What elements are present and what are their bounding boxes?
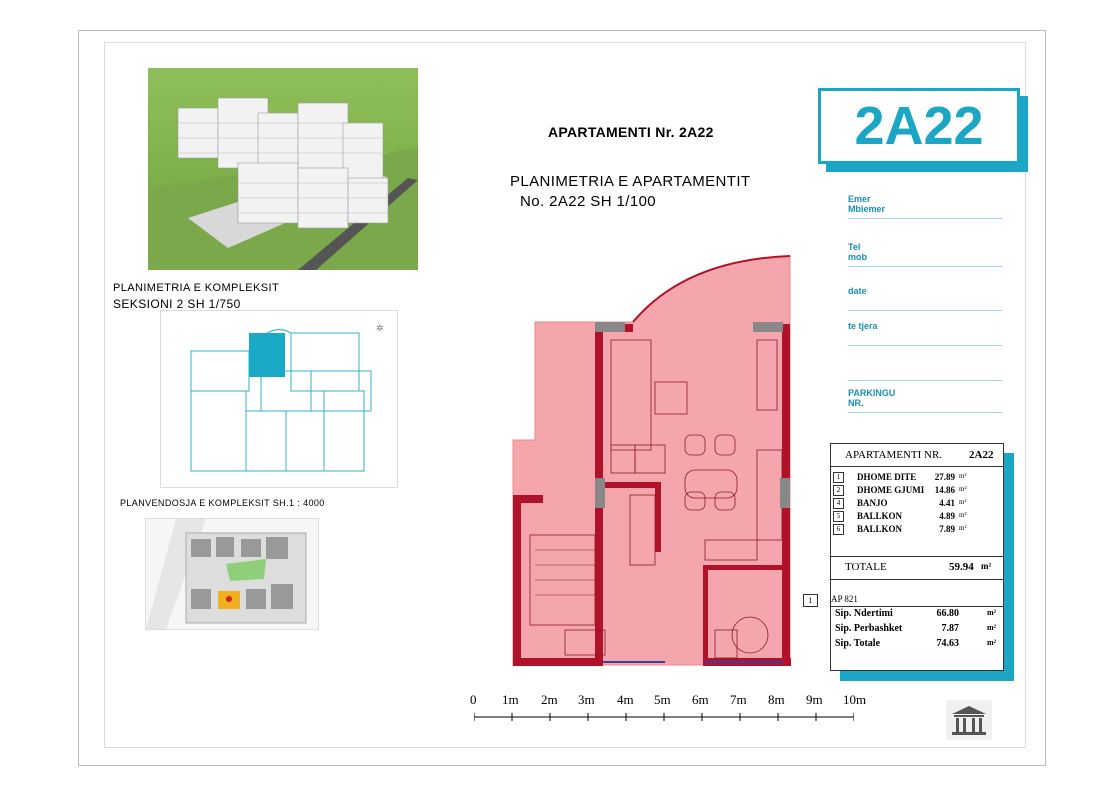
client-field-sublabel: NR. xyxy=(848,398,864,408)
total-label: TOTALE xyxy=(845,561,887,573)
room-unit: m² xyxy=(959,485,967,493)
total-value: 59.94 xyxy=(949,561,974,573)
scale-label: 6m xyxy=(692,692,709,707)
client-field-label: PARKINGU xyxy=(848,388,896,398)
client-field-label: Tel xyxy=(848,242,861,252)
summary-value: 74.63 xyxy=(936,638,959,649)
company-logo xyxy=(946,700,992,740)
table-header-code: 2A22 xyxy=(969,449,994,461)
client-field-label: Emer xyxy=(848,194,871,204)
room-name: BANJO xyxy=(857,498,888,508)
room-area: 7.89 xyxy=(939,524,955,534)
total-row xyxy=(831,556,1003,580)
summary-value: 7.87 xyxy=(941,623,959,634)
room-row xyxy=(831,485,1003,498)
room-num: 4 xyxy=(833,498,844,509)
client-field-sublabel: mob xyxy=(848,252,867,262)
room-num: 1 xyxy=(833,472,844,483)
plan-title xyxy=(510,172,750,212)
room-unit: m² xyxy=(959,472,967,480)
table-header-label: APARTAMENTI NR. xyxy=(845,449,943,461)
room-row xyxy=(831,472,1003,485)
client-field-sublabel: Mbiemer xyxy=(848,204,886,214)
summary-unit: m² xyxy=(987,623,997,632)
summary-label: Sip. Totale xyxy=(835,638,881,649)
site-plan-drawing xyxy=(145,518,319,630)
plan-title-line: PLANIMETRIA E APARTAMENTIT xyxy=(510,173,751,190)
complex-plan-drawing xyxy=(160,310,398,488)
apartment-floor-plan xyxy=(505,250,805,670)
room-area: 27.89 xyxy=(934,472,955,482)
room-unit: m² xyxy=(959,498,967,506)
client-field xyxy=(848,286,1002,311)
total-unit: m² xyxy=(981,561,992,571)
room-name: DHOME GJUMI xyxy=(857,485,925,495)
room-row xyxy=(831,524,1003,537)
summary-label: Sip. Perbashket xyxy=(835,623,903,634)
scale-label: 3m xyxy=(578,692,595,707)
scale-label: 1m xyxy=(502,692,519,707)
ap-code: AP 821 xyxy=(831,594,858,604)
summary-unit: m² xyxy=(987,608,997,617)
table-header xyxy=(831,444,1003,467)
ap-row xyxy=(831,594,1003,607)
apartment-title: APARTAMENTI Nr. 2A22 xyxy=(548,124,714,140)
room-name: DHOME DITE xyxy=(857,472,917,482)
scale-bar xyxy=(474,708,854,716)
room-num: 5 xyxy=(833,511,844,522)
apartment-code-badge xyxy=(818,88,1020,164)
room-area: 4.89 xyxy=(939,511,955,521)
area-table xyxy=(830,443,1004,671)
svg-text:✲: ✲ xyxy=(376,323,384,333)
site-plan-label: PLANVENDOSJA E KOMPLEKSIT SH.1 : 4000 xyxy=(120,498,325,508)
highlighted-section xyxy=(249,333,285,377)
room-unit: m² xyxy=(959,524,967,532)
room-name: BALLKON xyxy=(857,524,903,534)
ap-num-box: 1 xyxy=(803,594,818,607)
room-area: 14.86 xyxy=(934,485,955,495)
room-row xyxy=(831,511,1003,524)
plan-subtitle-line: No. 2A22 SH 1/100 xyxy=(520,193,657,210)
summary-label: Sip. Ndertimi xyxy=(835,608,893,619)
summary-unit: m² xyxy=(987,638,997,647)
scale-label: 7m xyxy=(730,692,747,707)
complex-plan-label: PLANIMETRIA E KOMPLEKSIT SEKSIONI 2 SH 1/750 xyxy=(113,282,280,311)
room-area: 4.41 xyxy=(939,498,955,508)
client-field xyxy=(848,388,1002,413)
client-field xyxy=(848,356,1002,381)
scale-label: 5m xyxy=(654,692,671,707)
summary-row xyxy=(831,608,1003,622)
scale-label: 8m xyxy=(768,692,785,707)
scale-label: 4m xyxy=(617,692,634,707)
summary-row xyxy=(831,638,1003,652)
scale-label: 9m xyxy=(806,692,823,707)
room-name: BALLKON xyxy=(857,511,903,521)
room-num: 6 xyxy=(833,524,844,535)
room-num: 2 xyxy=(833,485,844,496)
summary-value: 66.80 xyxy=(936,608,959,619)
scale-label: 10m xyxy=(843,692,867,707)
client-field xyxy=(848,194,1002,219)
scale-label: 0 xyxy=(470,692,477,707)
badge-code: 2A22 xyxy=(854,96,984,156)
room-row xyxy=(831,498,1003,511)
summary-row xyxy=(831,623,1003,637)
scale-label: 2m xyxy=(541,692,558,707)
client-field xyxy=(848,321,1002,346)
complex-rendering-image xyxy=(148,68,418,270)
room-unit: m² xyxy=(959,511,967,519)
client-field xyxy=(848,242,1002,267)
client-field-label: date xyxy=(848,286,867,296)
client-field-label: te tjera xyxy=(848,321,878,331)
